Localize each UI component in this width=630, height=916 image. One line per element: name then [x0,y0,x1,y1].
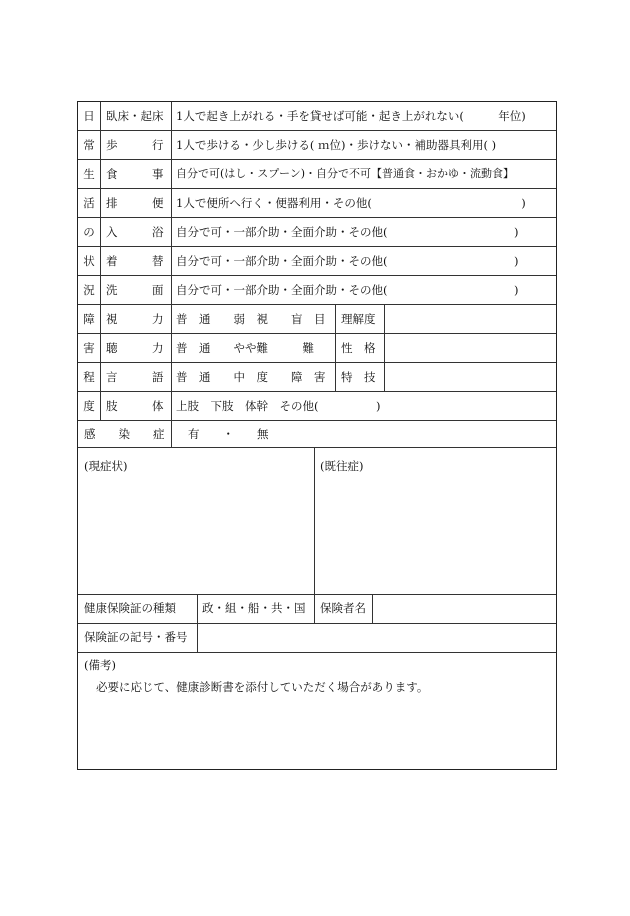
row-value-sight: 普 通 弱 視 盲 目 [176,312,326,326]
row-divider [78,652,556,653]
row-divider [78,623,556,624]
row-value-speech: 普 通 中 度 障 害 [176,370,326,384]
row-divider [78,420,556,421]
row-divider [78,362,556,363]
row-value-dressing: 自分で可・一部介助・全面介助・その他( ) [176,254,519,268]
row-value-limbs: 上肢 下肢 体幹 その他( ) [176,399,381,413]
row-label-speech: 言 語 [106,370,164,384]
insurer-name-label: 保険者名 [320,601,366,615]
row-value-bath: 自分で可・一部介助・全面介助・その他( ) [176,225,519,239]
column-divider [197,594,198,652]
column-divider [372,594,373,623]
row-value-toilet: 1人で便所へ行く・便器利用・その他( ) [176,196,526,210]
row-label-dressing: 着 替 [106,254,164,268]
column-divider [335,304,336,391]
row-value-hearing: 普 通 やや難 難 [176,341,314,355]
column-divider [384,304,385,391]
row-label-toilet: 排 便 [106,196,164,210]
understanding-label: 理解度 [341,312,376,326]
insurance-number-label: 保険証の記号・番号 [84,630,188,644]
category-char: 障 [83,312,95,326]
personality-label: 性 格 [341,341,376,355]
insurance-type-value: 政・組・船・共・国 [202,601,306,615]
row-divider [78,304,556,305]
remarks-text: 必要に応じて、健康診断書を添付していただく場合があります。 [96,680,429,694]
row-divider [78,333,556,334]
row-divider [78,594,556,595]
row-label-walking: 歩 行 [106,138,164,152]
row-divider [78,159,556,160]
row-value-walking: 1人で歩ける・少し歩ける( ｍ位)・歩けない・補助器具利用( ) [176,138,497,152]
row-divider [78,391,556,392]
row-label-limbs: 肢 体 [106,399,164,413]
column-divider [171,102,172,447]
row-label-bath: 入 浴 [106,225,164,239]
category-char: 度 [83,399,95,413]
category-char: 生 [83,167,95,181]
row-label-washing: 洗 面 [106,283,164,297]
medical-form [77,101,557,770]
row-label-meal: 食 事 [106,167,164,181]
category-char: 況 [83,283,95,297]
row-value-meal: 自分で可(はし・スプーン)・自分で不可【普通食・おかゆ・流動食】 [176,167,515,180]
infection-label: 感 染 症 [84,427,165,441]
category-char: 日 [83,109,95,123]
row-divider [78,217,556,218]
row-value-lying: 1人で起き上がれる・手を貸せば可能・起き上がれない( 年位) [176,109,526,123]
row-divider [78,246,556,247]
insurance-type-label: 健康保険証の種類 [84,601,176,615]
category-char: 状 [83,254,95,268]
row-label-lying: 臥床・起床 [106,109,164,123]
infection-value: 有 ・ 無 [188,427,269,441]
past-history-label: (既往症) [320,459,364,473]
row-divider [78,275,556,276]
row-divider [78,130,556,131]
category-char: の [83,225,95,239]
column-divider [100,102,101,420]
category-char: 程 [83,370,95,384]
remarks-label: (備考) [84,658,116,672]
column-divider [314,447,315,623]
skill-label: 特 技 [341,370,376,384]
row-value-washing: 自分で可・一部介助・全面介助・その他( ) [176,283,519,297]
current-condition-label: (現症状) [84,459,128,473]
row-divider [78,447,556,448]
row-divider [78,188,556,189]
category-char: 害 [83,341,95,355]
category-char: 活 [83,196,95,210]
row-label-hearing: 聴 力 [106,341,164,355]
category-char: 常 [83,138,95,152]
row-label-sight: 視 力 [106,312,164,326]
